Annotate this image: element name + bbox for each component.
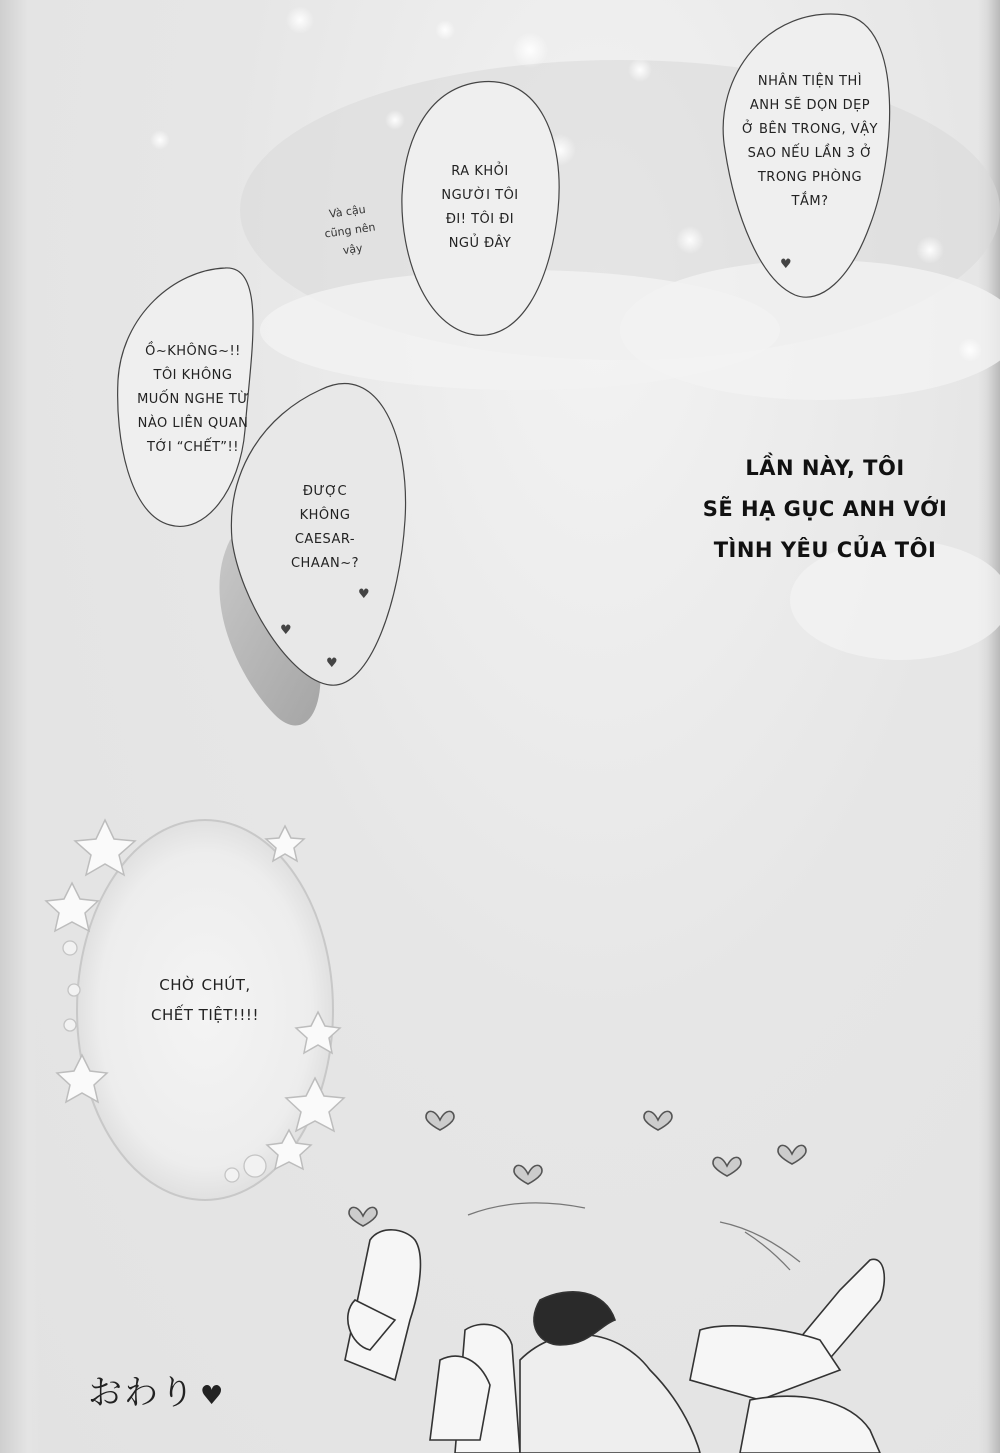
narration-caption — [700, 448, 950, 571]
bubble-text-left — [118, 340, 268, 460]
caption-line: TÌNH YÊU CỦA TÔI — [713, 538, 937, 562]
svg-text:♥: ♥ — [780, 257, 792, 272]
note-line: Và cậu — [328, 202, 367, 221]
bubble-line: TỚI “CHẾT”!! — [147, 440, 239, 455]
bubble-line: NGƯỜI TÔI — [441, 188, 519, 203]
bubble-line: CAESAR- — [294, 532, 356, 547]
bubble-text-star — [120, 970, 290, 1030]
svg-text:♥: ♥ — [326, 656, 338, 671]
floating-hearts — [349, 1111, 806, 1226]
bubble-line: Ồ~KHÔNG~!! — [145, 344, 241, 359]
bubble-line: Ở BÊN TRONG, VẬY — [742, 122, 878, 137]
bubble-line: RA KHỎI — [451, 164, 509, 179]
bubble-line: TÔI KHÔNG — [153, 368, 233, 383]
bubble-text-middle — [420, 160, 540, 256]
characters-illustration — [345, 1230, 884, 1453]
bubble-line: SAO NẾU LẦN 3 Ở — [747, 146, 873, 161]
bubble-line: KHÔNG — [299, 508, 351, 523]
bubble-line: ANH SẼ DỌN DẸP — [749, 98, 871, 113]
caption-line: LẦN NÀY, TÔI — [745, 456, 905, 480]
heart-icon: ♥ — [200, 1381, 226, 1411]
bubble-line: CHẾT TIỆT!!!! — [151, 1006, 259, 1024]
note-line: vậy — [341, 241, 364, 258]
the-end-signoff — [88, 1365, 225, 1414]
bubble-line: NHÂN TIỆN THÌ — [757, 74, 863, 89]
note-line: cũng nên — [323, 220, 377, 241]
bubble-line: NÀO LIÊN QUAN — [137, 416, 249, 431]
bubble-line: ĐƯỢC — [302, 484, 348, 499]
caption-line: SẼ HẠ GỤC ANH VỚI — [702, 497, 948, 521]
bubble-line: CHỜ CHÚT, — [159, 976, 251, 994]
signoff-text: おわり — [88, 1373, 196, 1413]
bubble-text-lower-left — [270, 480, 380, 576]
bubble-line: NGỦ ĐÂY — [448, 236, 512, 251]
bubble-line: TRONG PHÒNG — [757, 170, 863, 185]
bubble-line: TẮM? — [791, 194, 829, 209]
bubble-line: MUỐN NGHE TỪ — [137, 392, 249, 407]
svg-text:♥: ♥ — [280, 623, 292, 638]
motion-lines — [468, 1203, 800, 1270]
bubble-line: CHAAN~? — [290, 556, 360, 571]
bubble-line: ĐI! TÔI ĐI — [445, 212, 515, 227]
bubble-text-top-right — [730, 70, 890, 214]
svg-text:♥: ♥ — [358, 587, 370, 602]
